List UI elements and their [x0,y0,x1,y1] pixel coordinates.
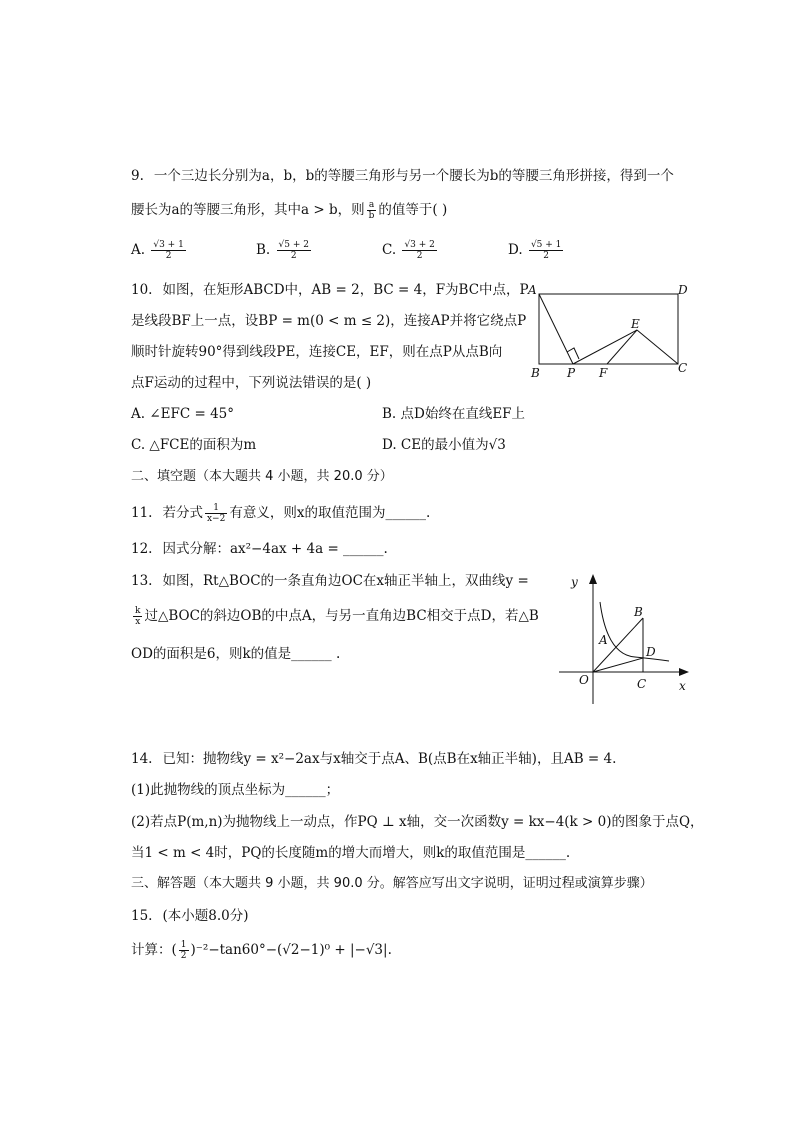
q9-line2 [131,200,447,221]
q9-text-2-post: 的值等于( ) [378,202,448,218]
segment-ce [637,330,678,364]
q14-line1: 14. 已知：抛物线y = x²−2ax与x轴交于点A、B(点B在x轴正半轴)，且AB = 4. [131,751,617,767]
q14-line2: (1)此抛物线的顶点坐标为______； [131,782,340,798]
segment-ef [607,330,637,364]
q10-figure [525,280,695,380]
segment-pe [573,330,637,364]
q12-line: 12. 因式分解：ax²−4ax + 4a = ______. [131,541,388,557]
q12-number: 12. [131,541,153,557]
q10-option-c[interactable]: C. △FCE的面积为m [131,437,257,453]
label-e: E [631,317,640,331]
label-d: D [646,645,656,659]
q15-fraction: $\frac{1}{2}$ [180,940,187,961]
q15-line1: 15. (本小题8.0分) [131,908,249,924]
segment-od [593,658,643,672]
q14-line4: 当1 < m < 4时，PQ的长度随m的增大而增大，则k的取值范围是______. [131,845,571,861]
label-p: P [567,366,576,380]
q9-text-2-pre: 腰长为a的等腰三角形，其中a > b，则 [131,202,365,218]
label-a: A [528,283,537,297]
q10-option-b[interactable]: B. 点D始终在直线EF上 [382,406,526,422]
right-angle-mark [567,348,579,359]
label-b: B [634,605,643,619]
label-o: O [579,673,589,687]
section-3-heading: 三、解答题（本大题共 9 小题，共 90.0 分。解答应写出文字说明，证明过程或演算步骤） [131,876,653,891]
x-axis-arrow [679,668,689,676]
q11-number: 11. [131,505,153,521]
q13-line3: OD的面积是6，则k的值是______ . [131,646,341,662]
q9-fraction: $\frac{a}{b}$ [368,200,375,221]
q15-line2: 计算：( $\frac{1}{2}$ )⁻²−tan60°−(√2−1)⁰ + |−√3|. [131,940,392,961]
q9-option-b[interactable]: B. $\frac{√5 + 2}{2}$ [256,240,309,261]
section-2-heading: 二、填空题（本大题共 4 小题，共 20.0 分） [131,469,393,484]
q14-line3: (2)若点P(m,n)为抛物线上一动点，作PQ ⊥ x轴，交一次函数y = kx−4(k > 0)的图象于点Q， [131,814,704,830]
q13-number: 13. [131,573,153,589]
segment-ap [539,294,573,364]
label-x: x [679,679,686,693]
q10-option-a[interactable]: A. ∠EFC = 45° [131,406,235,422]
q9-line1 [131,166,674,186]
q10-number: 10. [131,282,153,298]
q14-number: 14. [131,751,153,767]
q13-line1: 13. 如图，Rt△BOC的一条直角边OC在x轴正半轴上，双曲线y = [131,573,529,589]
q9-option-a[interactable]: A. $\frac{√3 + 1}{2}$ [131,240,184,261]
q11-fraction: $\frac{1}{x-2}$ [206,503,226,524]
label-f: F [599,366,608,380]
label-b: B [531,366,540,380]
q9-option-d[interactable]: D. $\frac{√5 + 1}{2}$ [508,240,562,261]
label-d: D [678,283,688,297]
rectangle-abcd [539,294,678,364]
q10-line2: 是线段BF上一点，设BP = m(0 < m ≤ 2)，连接AP并将它绕点P [131,313,527,329]
q13-line2: $\frac{k}{x}$ 过△BOC的斜边OB的中点A，与另一直角边BC相交于点D，若△B [135,606,539,627]
q10-line3: 顺时针旋转90°得到线段PE，连接CE，EF，则在点P从点B向 [131,344,503,360]
q13-fraction: $\frac{k}{x}$ [135,606,141,627]
q9-text-1: 一个三边长分别为a，b，b的等腰三角形与另一个腰长为b的等腰三角形拼接，得到一个 [153,168,674,184]
q10-line4: 点F运动的过程中，下列说法错误的是( ) [131,375,372,391]
q10-line1: 10. 如图，在矩形ABCD中，AB = 2，BC = 4，F为BC中点，P [131,282,529,298]
label-c: C [637,677,647,691]
q13-figure [555,570,695,710]
q11-line: 11. 若分式 $\frac{1}{x-2}$ 有意义，则x的取值范围为______. [131,503,431,524]
q15-number: 15. [131,908,153,924]
q9-number: 9. [131,168,144,184]
label-y: y [571,575,578,589]
label-c: C [678,361,688,375]
q9-option-c[interactable]: C. $\frac{√3 + 2}{2}$ [382,240,435,261]
y-axis-arrow [589,574,597,584]
q10-option-d[interactable]: D. CE的最小值为√3 [382,437,506,453]
label-a: A [599,633,608,647]
